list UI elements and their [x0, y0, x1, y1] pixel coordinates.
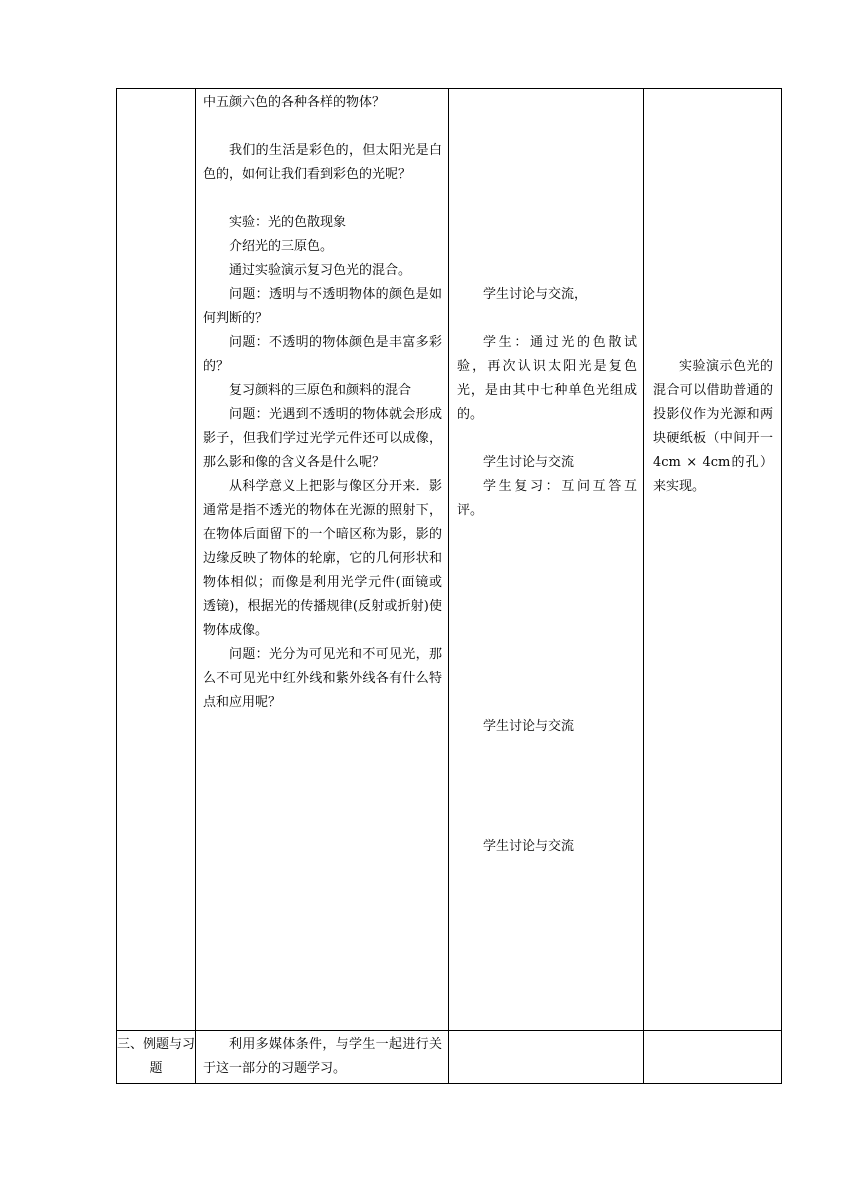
paragraph: 学生讨论与交流: [483, 455, 575, 470]
paragraph: 学生：通过光的色散试验，再次认识太阳光是复色光，是由其中七种单色光组成的。: [457, 335, 637, 422]
paragraph: 问题：透明与不透明物体的颜色是如何判断的？: [203, 287, 442, 326]
stage-cell: [117, 89, 196, 1031]
notes-cell: [644, 1031, 782, 1084]
paragraph: 通过实验演示复习色光的混合。: [229, 263, 412, 278]
paragraph: 学生复习：互问互答互评。: [457, 479, 637, 518]
paragraph: 问题：不透明的物体颜色是丰富多彩的？: [203, 335, 442, 374]
teacher-activity-cell: [196, 1031, 449, 1084]
paragraph: 学生讨论与交流: [483, 719, 575, 734]
paragraph: 中五颜六色的各种各样的物体？: [203, 95, 386, 110]
paragraph: 学生讨论与交流: [483, 839, 575, 854]
paragraph: 实验演示色光的混合可以借助普通的投影仪作为光源和两块硬纸板（中间开一 4cm × 4cm的孔）来实现。: [653, 359, 773, 494]
table-row: [117, 89, 782, 1031]
paragraph: 我们的生活是彩色的，但太阳光是白色的，如何让我们看到彩色的光呢？: [203, 143, 442, 182]
paragraph: 从科学意义上把影与像区分开来．影通常是指不透光的物体在光源的照射下，在物体后面留下的一个暗区称为影，影的边缘反映了物体的轮廓，它的几何形状和物体相似；而像是利用光学元件(面镜或透镜)，根据光的传播规律(反射或折射)使物体成像。: [203, 479, 442, 638]
paragraph: 实验：光的色散现象: [229, 215, 347, 230]
paragraph: 问题：光遇到不透明的物体就会形成影子，但我们学过光学元件还可以成像，那么影和像的含义各是什么呢？: [203, 407, 442, 470]
paragraph: 介绍光的三原色。: [229, 239, 334, 254]
stage-label: 三、例题与习题: [117, 1037, 196, 1076]
student-activity-cell: [449, 89, 644, 1031]
paragraph: 复习颜料的三原色和颜料的混合: [229, 383, 412, 398]
paragraph: 学生讨论与交流，: [483, 287, 588, 302]
notes-cell: [644, 89, 782, 1031]
paragraph: 利用多媒体条件，与学生一起进行关于这一部分的习题学习。: [203, 1037, 442, 1076]
stage-label: [117, 89, 195, 91]
paragraph: 问题：光分为可见光和不可见光，那么不可见光中红外线和紫外线各有什么特点和应用呢？: [203, 647, 442, 710]
stage-cell: [117, 1031, 196, 1084]
teacher-activity-cell: [196, 89, 449, 1031]
lesson-plan-table: [116, 88, 782, 1084]
student-activity-cell: [449, 1031, 644, 1084]
table-row: [117, 1031, 782, 1084]
